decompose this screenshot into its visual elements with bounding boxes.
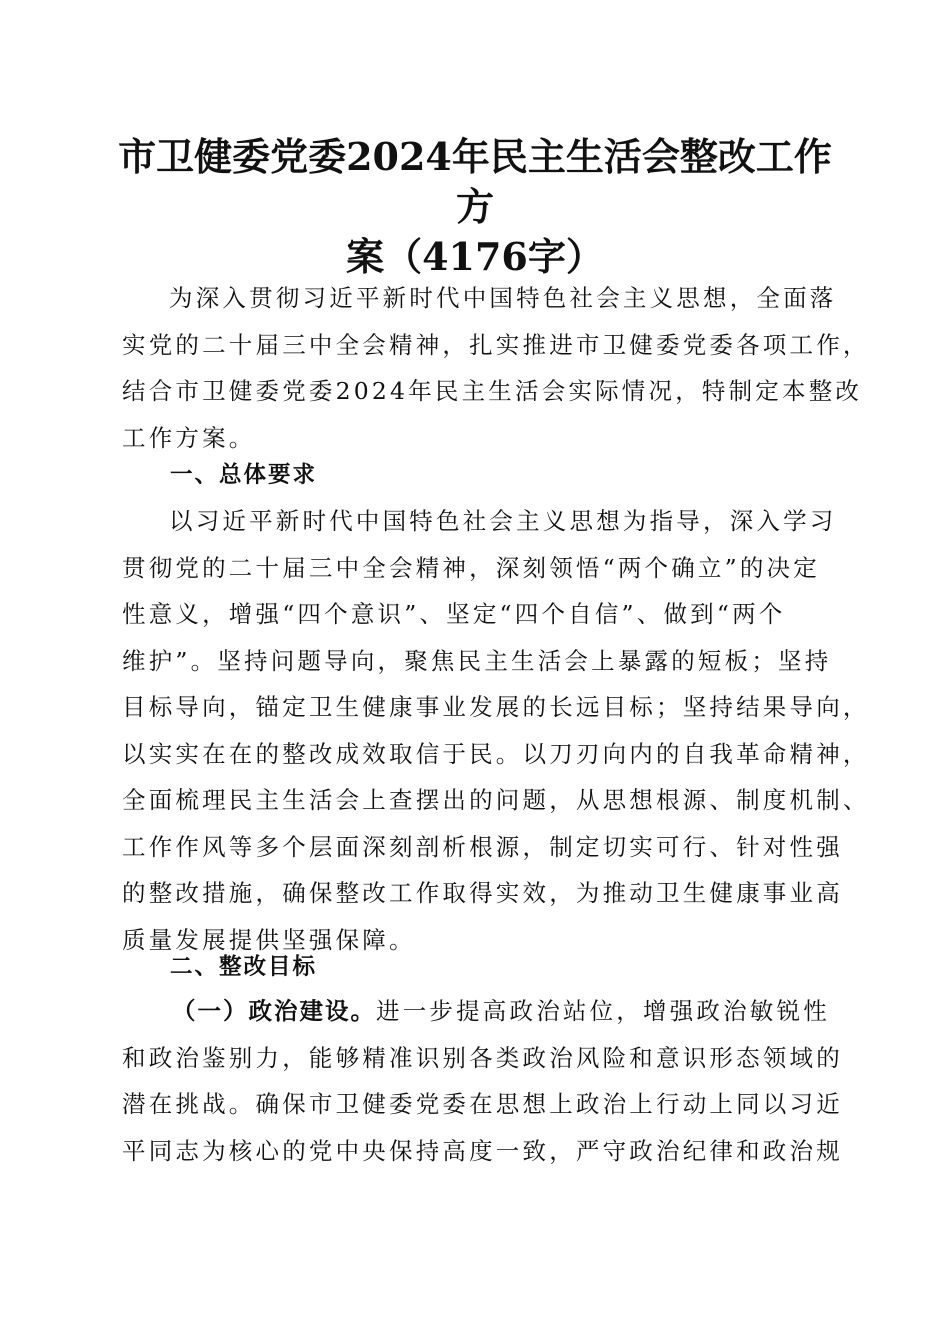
section-heading-rectification-goals: 二、整改目标 — [170, 954, 318, 980]
paragraph-line: 为深入贯彻习近平新时代中国特色社会主义思想，全面落 — [169, 284, 837, 312]
subsection-heading-political-construction: （一）政治建设。 — [172, 997, 376, 1025]
paragraph-line: 潜在挑战。确保市卫健委党委在思想上政治上行动上同以习近 — [122, 1090, 843, 1118]
paragraph-line: 工作作风等多个层面深刻剖析根源，制定切实可行、针对性强 — [122, 832, 843, 861]
paragraph-line: 的整改措施，确保整改工作取得实效，为推动卫生健康事业高 — [122, 879, 843, 907]
subsection-first-line-text: 进一步提高政治站位，增强政治敏锐性 — [376, 997, 830, 1025]
overall-requirements-paragraph — [122, 498, 870, 963]
paragraph-line — [122, 988, 828, 1035]
paragraph-line: 实党的二十届三中全会精神，扎实推进市卫健委党委各项工作， — [122, 330, 870, 359]
section-heading-overall-requirements: 一、总体要求 — [170, 462, 318, 488]
paragraph-line: 贯彻党的二十届三中全会精神，深刻领悟“两个确立”的决定 — [122, 553, 820, 582]
title-line-2: 案（4176字） — [346, 234, 604, 279]
paragraph-line: 以实实在在的整改成效取信于民。以刀刃向内的自我革命精神， — [122, 739, 870, 768]
paragraph-line: 以习近平新时代中国特色社会主义思想为指导，深入学习 — [169, 507, 837, 535]
title-line-1: 市卫健委党委2024年民主生活会整改工作方 — [118, 134, 832, 229]
paragraph-line: 质量发展提供坚强保障。 — [122, 925, 416, 954]
paragraph-line: 全面梳理民主生活会上查摆出的问题，从思想根源、制度机制、 — [122, 786, 870, 814]
paragraph-line: 维护”。坚持问题导向，聚焦民主生活会上暴露的短板；坚持 — [122, 646, 832, 675]
paragraph-line: 结合市卫健委党委2024年民主生活会实际情况，特制定本整改 — [122, 377, 863, 405]
intro-paragraph — [122, 275, 870, 461]
paragraph-line: 性意义，增强“四个意识”、坚定“四个自信”、做到“两个 — [122, 600, 786, 628]
political-construction-paragraph — [122, 988, 843, 1174]
paragraph-line: 工作方案。 — [122, 423, 256, 452]
document-title — [118, 132, 832, 282]
paragraph-line: 平同志为核心的党中央保持高度一致，严守政治纪律和政治规 — [122, 1136, 843, 1165]
paragraph-line: 目标导向，锚定卫生健康事业发展的长远目标；坚持结果导向， — [122, 693, 870, 721]
paragraph-line: 和政治鉴别力，能够精准识别各类政治风险和意识形态领域的 — [122, 1043, 843, 1072]
